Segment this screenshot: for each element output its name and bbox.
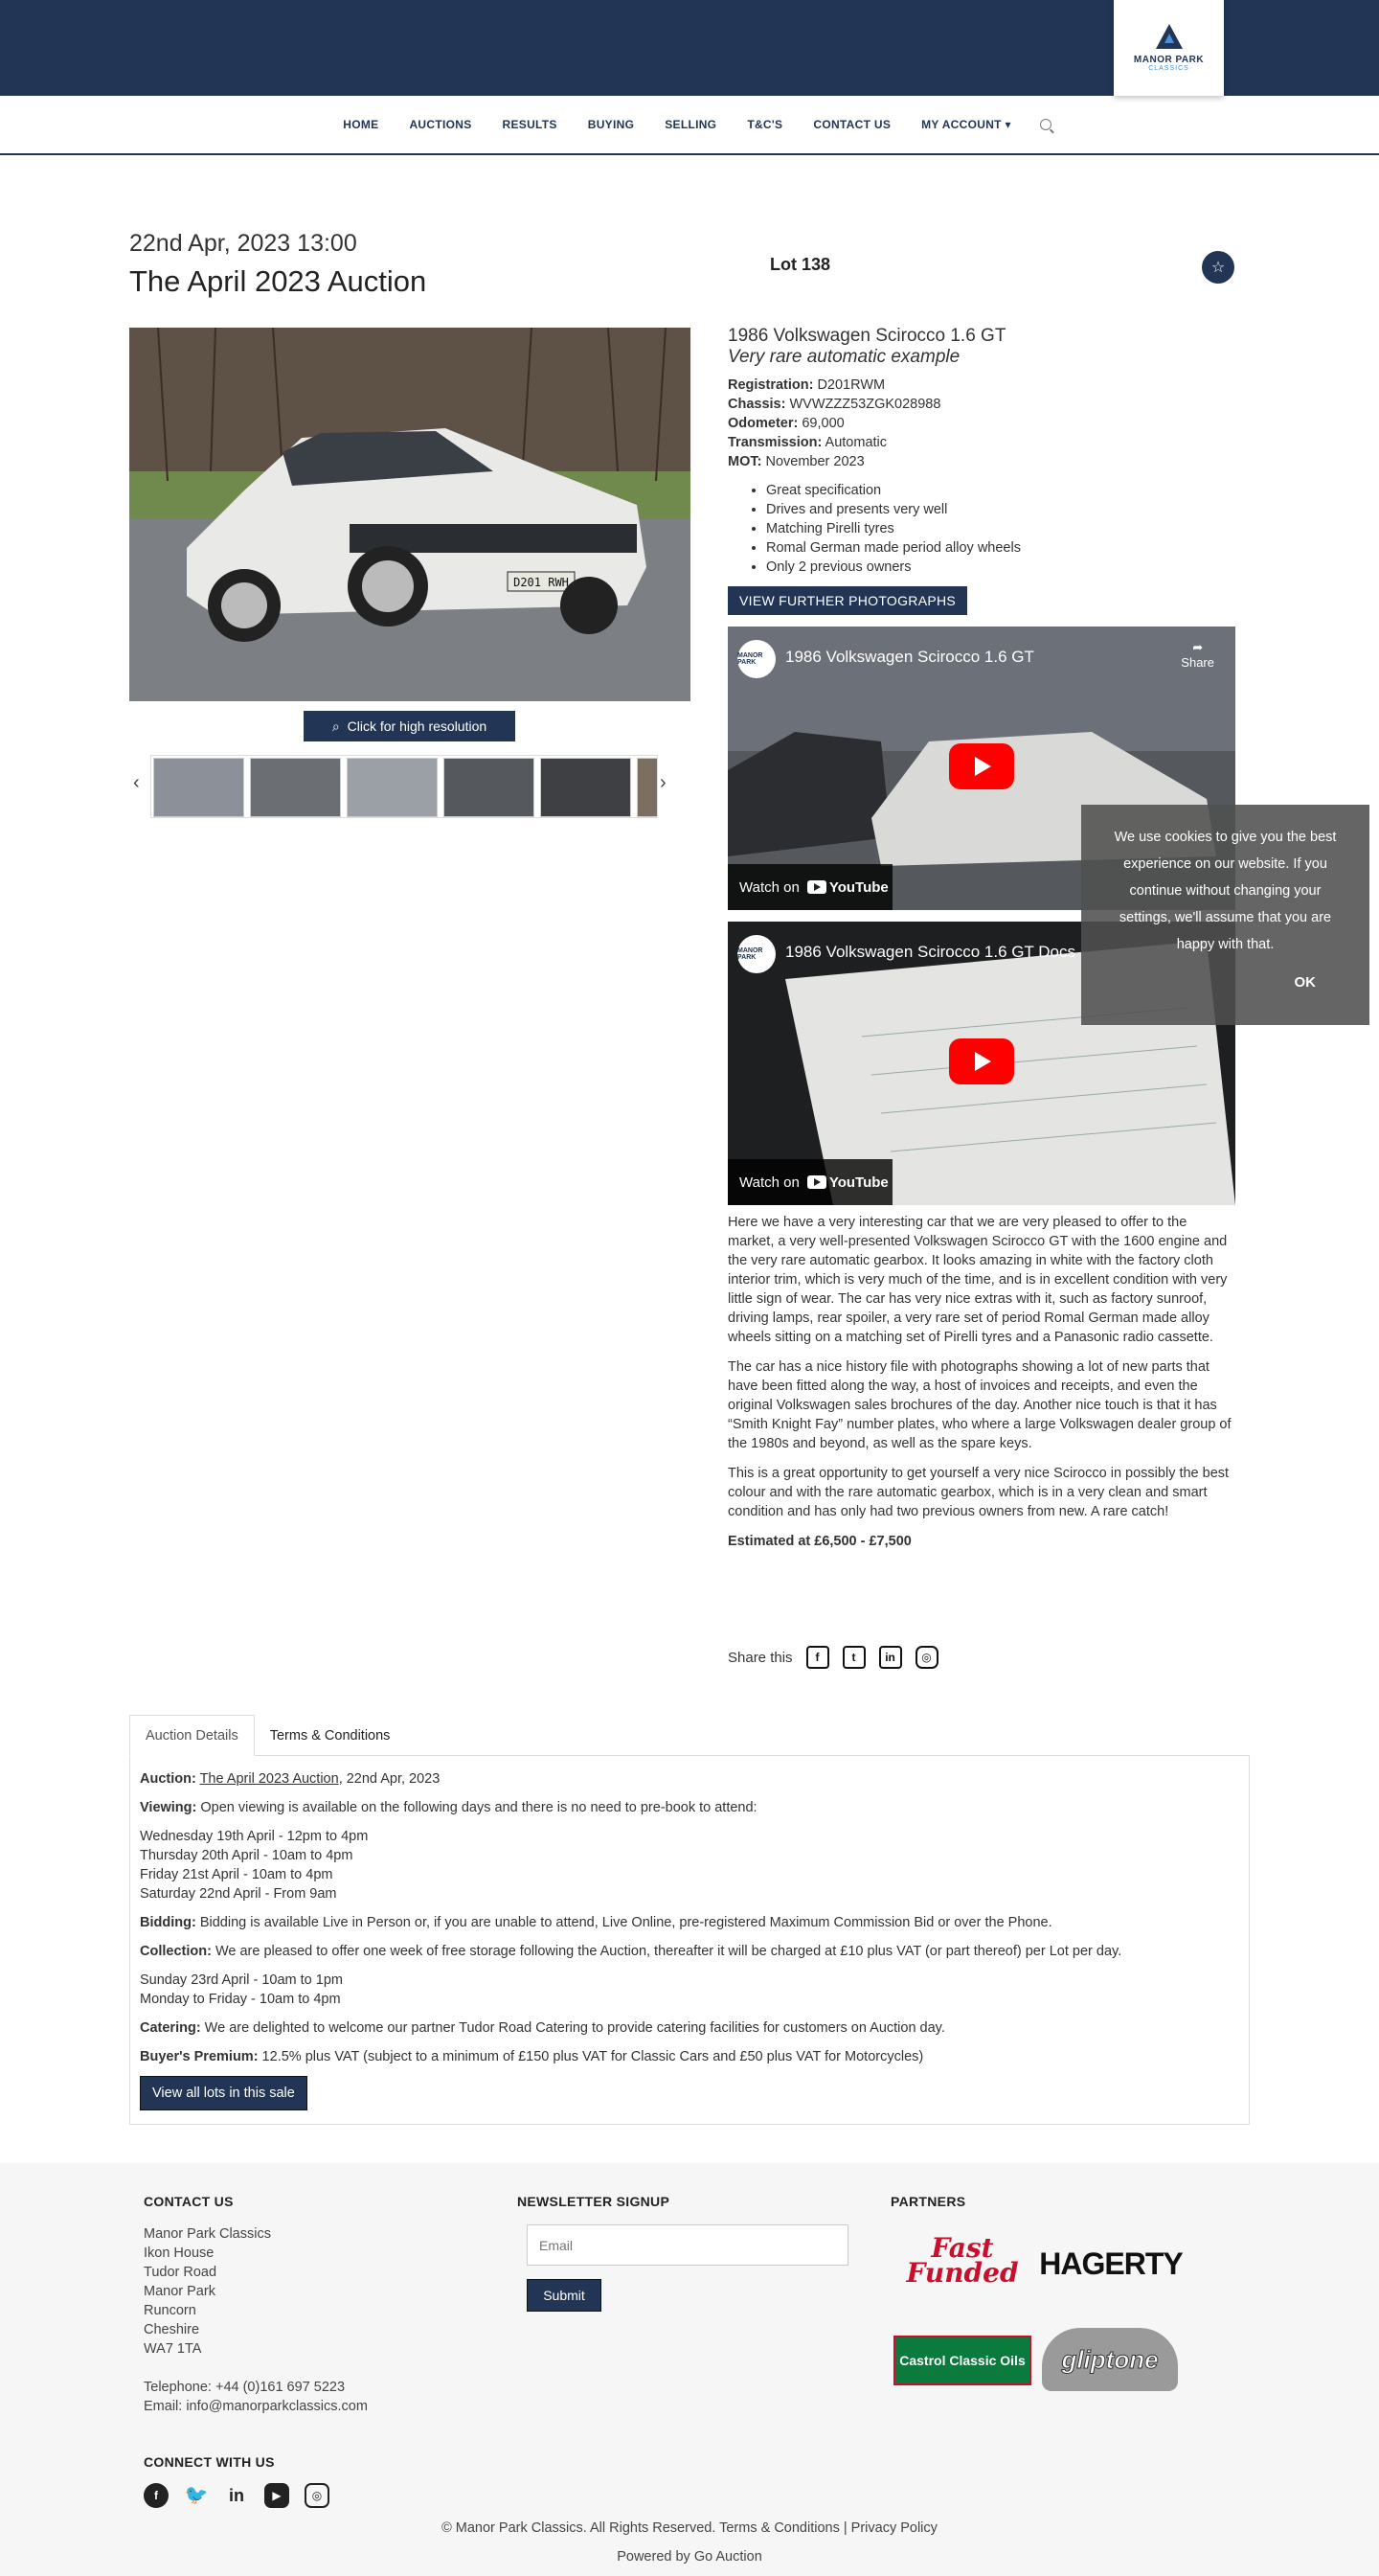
list-item: • Matching Pirelli tyres <box>766 519 1235 538</box>
svg-text:D201 RWH: D201 RWH <box>513 576 569 589</box>
footer-email[interactable]: Email: info@manorparkclassics.com <box>144 2399 368 2414</box>
lot-number: Lot 138 <box>770 255 831 274</box>
footer-newsletter: NEWSLETTER SIGNUP Email Submit <box>517 2192 848 2312</box>
spec-chassis: Chassis: WVWZZZ53ZGK028988 <box>728 397 941 412</box>
thumbnail[interactable] <box>347 758 438 817</box>
further-photos-button[interactable]: VIEW FURTHER PHOTOGRAPHS <box>728 586 967 615</box>
search-icon[interactable] <box>1040 119 1051 130</box>
thumbnail[interactable] <box>443 758 534 817</box>
auction-date: 22nd Apr, 2023 13:00 <box>129 230 357 257</box>
share-icon: ➦ <box>1192 640 1204 654</box>
list-item: • Romal German made period alloy wheels <box>766 538 1235 558</box>
thumbnail[interactable] <box>153 758 244 817</box>
star-icon: ☆ <box>1210 260 1226 276</box>
description-paragraph: Here we have a very interesting car that we are very pleased to offer to the market, a very well-presented Volkswagen Scirocco GT with the 1600 engine and the very rare automatic gearbox. It looks amazing in white with the factory cloth interior trim, which is very much of the time, and is in excellent condition with very little sign of wear. The car has very nice extras with it, such as factory sunroof, driving lamps, rear spoiler, a very rare set of period Romal German made alloy wheels sitting on a matching set of Pirelli tyres and a Panasonic radio cassette. <box>728 1215 1228 1345</box>
view-all-lots-button[interactable]: View all lots in this sale <box>140 2076 307 2110</box>
partner-logo-fast-funded[interactable]: Fast Funded <box>906 2232 1019 2289</box>
copyright: © Manor Park Classics. All Rights Reserved. Terms & Conditions | Privacy Policy <box>441 2520 938 2536</box>
cookie-text: We use cookies to give you the best experience on our website. If you continue without changing your settings, we'll assume that you are happy with that. <box>1114 830 1337 952</box>
nav-results[interactable]: RESULTS <box>502 118 557 131</box>
viewing-days: Wednesday 19th April - 12pm to 4pm Thursday 20th April - 10am to 4pm Friday 21st April - 10am to 4pm Saturday 22nd April - From 9am <box>140 1829 369 1902</box>
share-label: Share this <box>728 1649 793 1666</box>
twitter-icon[interactable]: 🐦 <box>184 2485 209 2506</box>
page-title: The April 2023 Auction <box>129 264 427 298</box>
chevron-left-icon[interactable]: ‹ <box>133 772 140 793</box>
high-resolution-button[interactable] <box>304 711 515 741</box>
thumbnail[interactable] <box>250 758 341 817</box>
lot-details <box>728 326 1235 615</box>
list-item: • Only 2 previous owners <box>766 558 1235 577</box>
tab-auction-details[interactable]: Auction Details <box>129 1715 255 1756</box>
lot-title: 1986 Volkswagen Scirocco 1.6 GT <box>728 326 1006 346</box>
thumbnail[interactable] <box>540 758 631 817</box>
nav-auctions[interactable]: AUCTIONS <box>409 118 472 131</box>
tab-terms[interactable]: Terms & Conditions <box>269 1727 391 1744</box>
detail-tabs <box>129 1715 405 1756</box>
lot-description <box>728 1213 1235 1562</box>
spec-mot: MOT: November 2023 <box>728 454 865 469</box>
footer-connect: CONNECT WITH US f 🐦 in ▶ ◎ <box>144 2452 329 2508</box>
main-car-image[interactable] <box>129 328 690 701</box>
lot-subtitle: Very rare automatic example <box>728 347 961 367</box>
site-logo[interactable] <box>1114 0 1224 96</box>
spec-odometer: Odometer: 69,000 <box>728 416 845 431</box>
car-photo <box>129 328 690 701</box>
facebook-icon[interactable]: f <box>144 2483 169 2508</box>
description-paragraph: This is a great opportunity to get yourself a very nice Scirocco in possibly the best colour and with the rare automatic gearbox, which is in a very clean and smart condition and has only had two previous owners from new. A rare catch! <box>728 1466 1230 1519</box>
footer-contact: CONTACT US Manor Park Classics Ikon House Tudor Road Manor Park Runcorn Cheshire WA7 1TA Telephone: +44 (0)161 697 5223 Email: info@manorparkclassics.com <box>144 2194 368 2414</box>
high-resolution-label: Click for high resolution <box>347 718 487 734</box>
watch-on-youtube[interactable]: Watch on YouTube <box>728 864 893 910</box>
auction-link[interactable]: The April 2023 Auction <box>199 1771 339 1787</box>
youtube-icon <box>807 880 826 894</box>
youtube-icon <box>807 1175 826 1189</box>
newsletter-submit-button[interactable]: Submit <box>527 2279 601 2312</box>
partner-logo-castrol[interactable]: Castrol Classic Oils <box>893 2336 1031 2385</box>
thumbnail[interactable] <box>637 758 658 817</box>
main-nav <box>0 96 1379 155</box>
channel-avatar[interactable]: MANOR PARK <box>737 935 776 973</box>
share-button[interactable]: ➦ Share <box>1181 640 1214 670</box>
nav-selling[interactable]: SELLING <box>665 118 717 131</box>
social-links <box>144 2483 329 2508</box>
watch-on-youtube[interactable]: Watch on YouTube <box>728 1159 893 1205</box>
chevron-right-icon[interactable]: › <box>660 772 667 793</box>
footer-telephone[interactable]: Telephone: +44 (0)161 697 5223 <box>144 2380 346 2395</box>
youtube-icon[interactable]: ▶ <box>264 2483 289 2508</box>
cookie-banner <box>1081 805 1369 1025</box>
play-button[interactable] <box>949 1038 1014 1084</box>
thumbnail-carousel <box>129 753 690 820</box>
nav-terms[interactable]: T&C'S <box>747 118 783 131</box>
powered-by[interactable]: Powered by Go Auction <box>617 2549 762 2565</box>
search-icon: ⌕ <box>331 718 340 734</box>
linkedin-icon[interactable]: in <box>229 2486 244 2505</box>
nav-contact[interactable]: CONTACT US <box>813 118 892 131</box>
favourite-button[interactable] <box>1202 251 1234 284</box>
share-bar <box>728 1646 938 1669</box>
thumbnail-strip <box>150 755 658 818</box>
instagram-icon[interactable]: ◎ <box>916 1646 938 1669</box>
estimate: Estimated at £6,500 - £7,500 <box>728 1534 912 1549</box>
partner-logo-gliptone[interactable]: gliptone <box>1042 2328 1178 2391</box>
linkedin-icon[interactable]: in <box>879 1646 902 1669</box>
play-button[interactable] <box>949 743 1014 789</box>
spec-transmission: Transmission: Automatic <box>728 435 888 450</box>
channel-avatar[interactable]: MANOR PARK <box>737 640 776 678</box>
list-item: • Great specification <box>766 481 1235 500</box>
nav-home[interactable]: HOME <box>343 118 379 131</box>
partner-logo-hagerty[interactable]: HAGERTY <box>1039 2245 1183 2281</box>
facebook-icon[interactable]: f <box>806 1646 829 1669</box>
video-title[interactable]: 1986 Volkswagen Scirocco 1.6 GT Docs <box>785 943 1076 961</box>
logo-triangle-icon <box>1156 24 1183 49</box>
logo-name: MANOR PARK <box>1133 55 1205 65</box>
nav-buying[interactable]: BUYING <box>587 118 635 131</box>
list-item: • Drives and presents very well <box>766 500 1235 519</box>
newsletter-email-input[interactable] <box>527 2224 848 2266</box>
twitter-icon[interactable]: t <box>843 1646 866 1669</box>
spec-registration: Registration: D201RWM <box>728 377 886 393</box>
auction-details-panel: Auction: The April 2023 Auction, 22nd Apr, 2023 Viewing: Open viewing is available on the following days and there is no need to pre-book to attend: Wednesday 19th April - 12pm to 4pm Thursday 20th April - 10am to 4pm Friday 21st April - 10am to 4pm Saturday 22nd April - From 9am Bidding: Bidding is available Live in Person or, if you are unable to attend, Live Online, pre-registered Maximum Commission Bid or over the Phone. Collection: We are pleased to offer one week of free storage following the Auction, thereafter it will be charged at £10 plus VAT (or part thereof) per Lot per day. Sunday 23rd April - 10am to 1pm Monday to Friday - 10am to 4pm Catering: We are delighted to welcome our partner Tudor Road Catering to provide catering facilities for customers on Auction day. Buyer's Premium: 12.5% plus VAT (subject to a minimum of £150 plus VAT for Classic Cars and £50 plus VAT for Motorcycles) View all lots in this sale <box>129 1755 1250 2125</box>
collection-days: Sunday 23rd April - 10am to 1pm Monday to Friday - 10am to 4pm <box>140 1972 343 2007</box>
feature-list <box>766 481 1235 577</box>
instagram-icon[interactable]: ◎ <box>305 2483 329 2508</box>
footer-partners: PARTNERS <box>891 2194 966 2209</box>
logo-sub: CLASSICS <box>1148 65 1189 72</box>
cookie-ok-button[interactable]: OK <box>1294 974 1316 991</box>
description-paragraph: The car has a nice history file with photographs showing a lot of new parts that have been fitted along the way, a host of invoices and receipts, and even the original Volkswagen sales brochures of the day. Another nice touch is that it has “Smith Knight Fay” number plates, who where a large Volkswagen dealer group of the 1980s and beyond, as well as the spare keys. <box>728 1359 1232 1451</box>
video-title[interactable]: 1986 Volkswagen Scirocco 1.6 GT <box>785 648 1034 666</box>
nav-my-account[interactable]: MY ACCOUNT ▾ <box>921 118 1011 131</box>
